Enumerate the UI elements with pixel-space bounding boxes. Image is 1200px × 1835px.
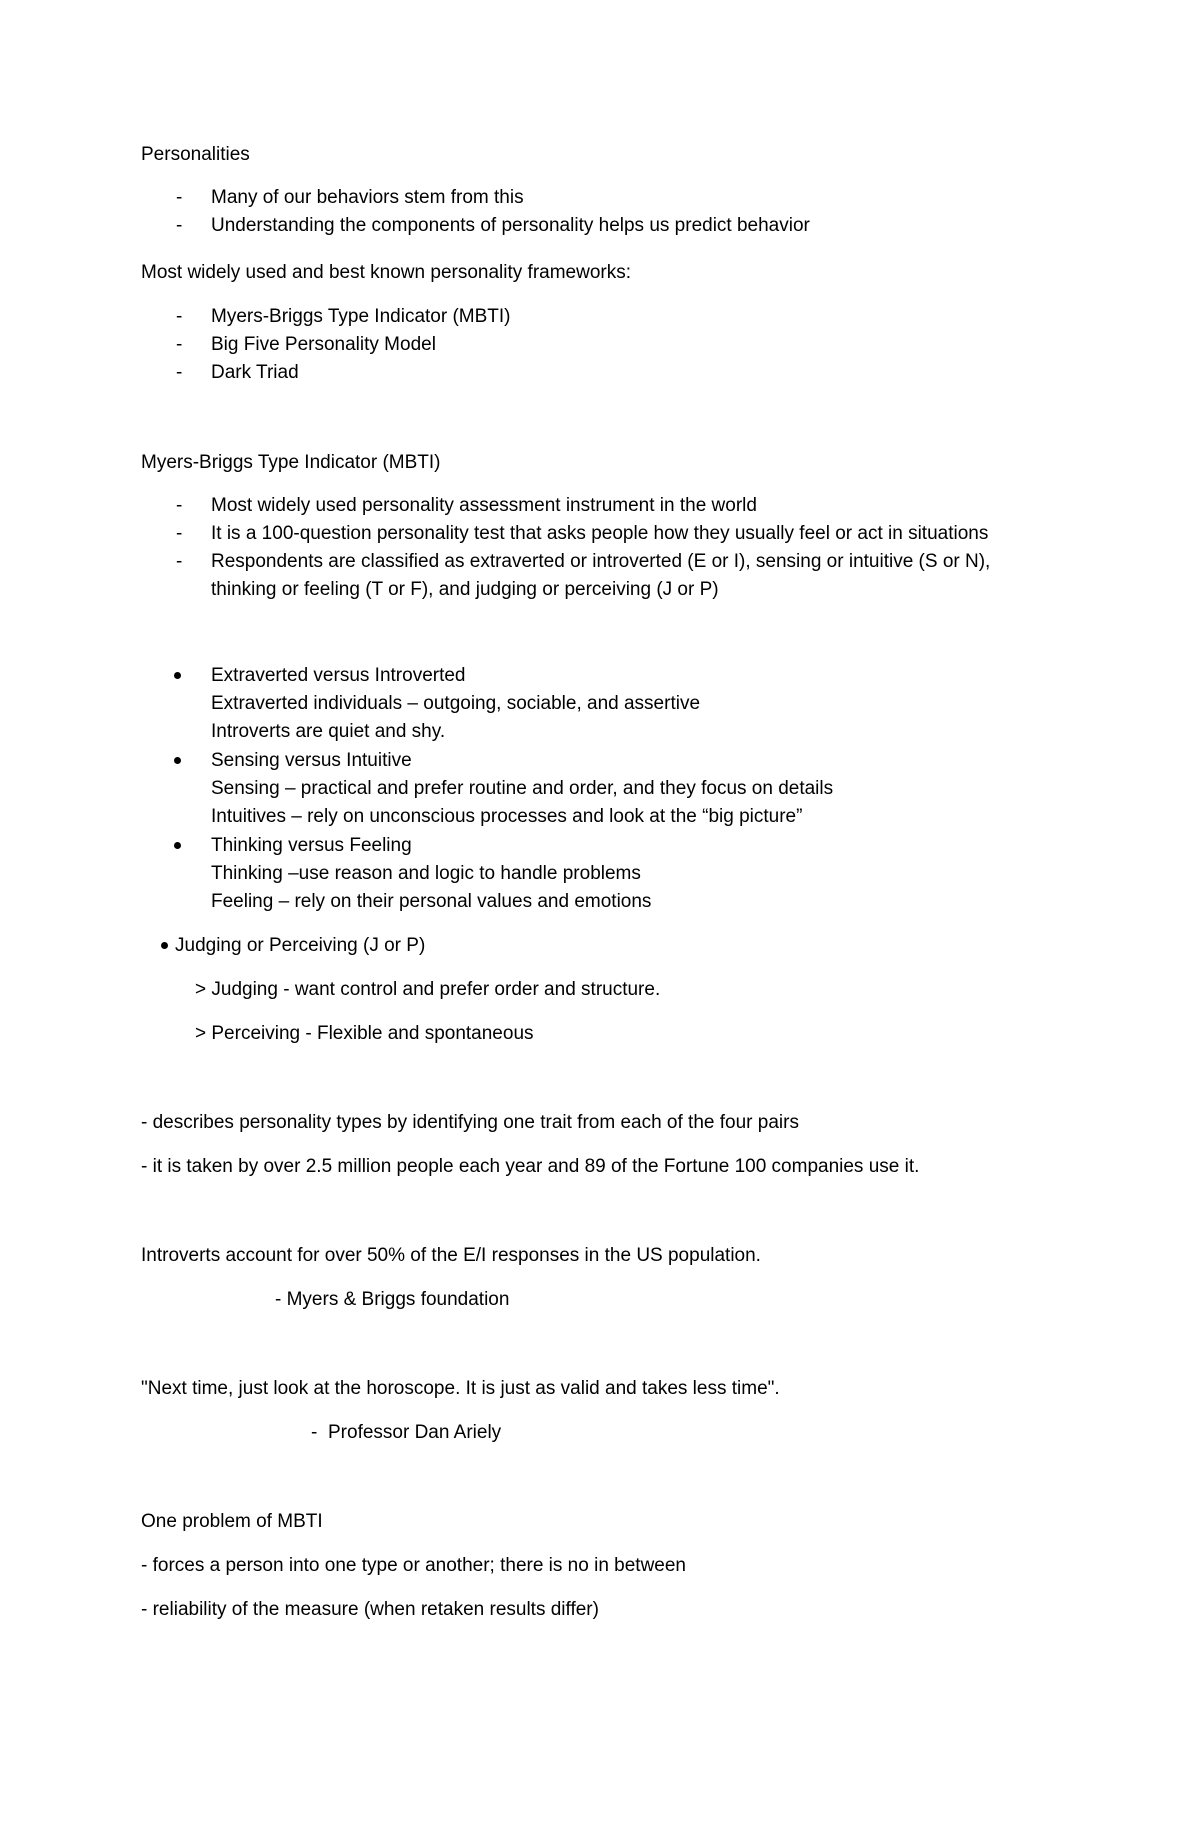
quote-text: "Next time, just look at the horoscope. It is just as valid and takes less time". — [141, 1378, 780, 1399]
judging-title: Judging or Perceiving (J or P) — [175, 935, 426, 956]
quote-text: Introverts account for over 50% of the E/I responses in the US population. — [141, 1245, 761, 1266]
note-line: - describes personality types by identifying one trait from each of the four pairs — [141, 1112, 799, 1133]
heading-problem: One problem of MBTI — [141, 1511, 323, 1532]
list-item: Dark Triad — [211, 362, 299, 383]
bullet-dot — [174, 672, 181, 679]
problem-line: - forces a person into one type or another; there is no in between — [141, 1555, 686, 1576]
dimension-line: Sensing – practical and prefer routine and order, and they focus on details — [211, 778, 834, 799]
list-item: Big Five Personality Model — [211, 334, 436, 355]
problem-line: - reliability of the measure (when retaken results differ) — [141, 1599, 599, 1620]
quote-attribution: Professor Dan Ariely — [328, 1422, 502, 1443]
list-item-continuation: thinking or feeling (T or F), and judging or perceiving (J or P) — [211, 579, 719, 600]
list-item: Myers-Briggs Type Indicator (MBTI) — [211, 306, 511, 327]
bullet-dot — [174, 757, 181, 764]
list-item: It is a 100-question personality test that asks people how they usually feel or act in situations — [211, 523, 989, 544]
heading-personalities: Personalities — [141, 144, 250, 165]
dimension-line: Feeling – rely on their personal values and emotions — [211, 891, 652, 912]
perceiving-line: > Perceiving - Flexible and spontaneous — [195, 1023, 534, 1044]
dash-marker: - — [176, 187, 183, 208]
list-item: Many of our behaviors stem from this — [211, 187, 524, 208]
heading-mbti: Myers-Briggs Type Indicator (MBTI) — [141, 452, 441, 473]
dash-marker: - — [176, 523, 183, 544]
dash-marker: - — [176, 495, 183, 516]
dash-marker: - — [176, 334, 183, 355]
list-item: Most widely used personality assessment instrument in the world — [211, 495, 757, 516]
dash-marker: - — [176, 306, 183, 327]
dash-marker: - — [311, 1422, 318, 1443]
list-item: Respondents are classified as extraverted or introverted (E or I), sensing or intuitive (S or N), — [211, 551, 991, 572]
dash-marker: - — [176, 215, 183, 236]
dimension-line: Thinking –use reason and logic to handle problems — [211, 863, 641, 884]
dimension-title: Thinking versus Feeling — [211, 835, 412, 856]
bullet-dot — [161, 942, 168, 949]
bullet-dot — [174, 842, 181, 849]
dimension-line: Intuitives – rely on unconscious processes and look at the “big picture” — [211, 806, 803, 827]
note-line: - it is taken by over 2.5 million people each year and 89 of the Fortune 100 companies use it. — [141, 1156, 920, 1177]
heading-frameworks: Most widely used and best known personality frameworks: — [141, 262, 632, 283]
dimension-title: Sensing versus Intuitive — [211, 750, 412, 771]
list-item: Understanding the components of personality helps us predict behavior — [211, 215, 810, 236]
quote-attribution: - Myers & Briggs foundation — [275, 1289, 510, 1310]
dash-marker: - — [176, 551, 183, 572]
dash-marker: - — [176, 362, 183, 383]
dimension-line: Extraverted individuals – outgoing, sociable, and assertive — [211, 693, 701, 714]
dimension-line: Introverts are quiet and shy. — [211, 721, 446, 742]
dimension-title: Extraverted versus Introverted — [211, 665, 466, 686]
judging-line: > Judging - want control and prefer order and structure. — [195, 979, 661, 1000]
